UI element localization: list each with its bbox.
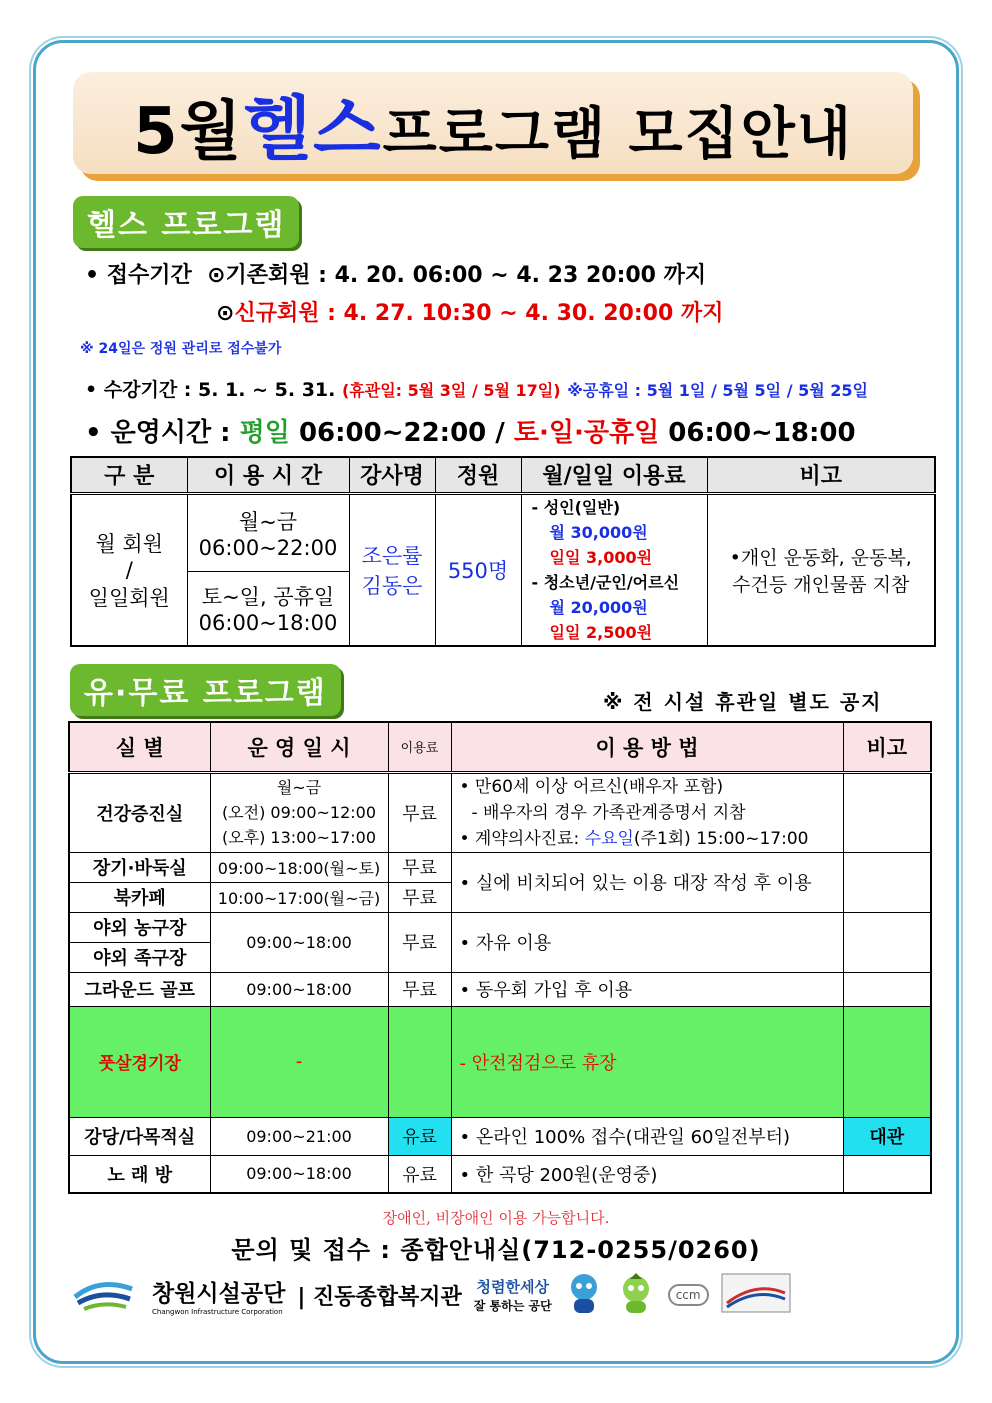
table-header-row: 실 별 운 영 일 시 이용료 이 용 방 법 비고 [69,722,931,772]
table-row: 그라운드 골프 09:00~18:00 무료 • 동우회 가입 후 이용 [69,972,931,1006]
weekend-time: 토~일, 공휴일 06:00~18:00 [187,571,349,645]
registration-line-existing: • 접수기간 ⊙기존회원 : 4. 20. 06:00 ~ 4. 23 20:00 까지 [85,263,707,288]
slogan-logo: 청렴한세상 잘 통하는 공단 [473,1278,552,1313]
fee-cell: - 성인(일반) 월 30,000원 일일 3,000원 - 청소년/군인/어르신 월 20,000원 일일 2,500원 [521,493,707,646]
free-section-label: 유·무료 프로그램 [70,664,341,716]
table-row: 북카페 10:00~17:00(월~금) 무료 [69,882,931,912]
remark-cell: •개인 운동화, 운동복, 수건등 개인물품 지참 [707,493,935,646]
table-row: 강당/다목적실 09:00~21:00 유료 • 온라인 100% 접수(대관일 60일전부터) 대관 [69,1117,931,1155]
contact-line: 문의 및 접수 : 종합안내실(712-0255/0260) [231,1236,761,1264]
footer-logos [70,1270,940,1320]
table-row: 건강증진실 월~금 (오전) 09:00~12:00 (오후) 13:00~17:00 무료 • 만60세 이상 어르신(배우자 포함) - 배우자의 경우 가족관계증명서 지참 • 계약의사진료: 수요일(주1회) 15:00~17:00 [69,772,931,852]
instructors: 조은률 김동은 [349,493,435,646]
title-banner [73,72,913,174]
table-row: 야외 농구장 09:00~18:00 무료 • 자유 이용 [69,912,931,942]
table-row: 노 래 방 09:00~18:00 유료 • 한 곡당 200원(운영중) [69,1155,931,1193]
health-program-table [70,456,936,647]
org-name: 창원시설공단 Changwon Infrastructure Corporation [152,1280,286,1316]
health-section-label: 헬스 프로그램 [73,196,299,248]
title-highlight: 헬스 [243,87,383,170]
org-logo-icon [70,1275,140,1315]
closure-notice: ※ 전 시설 휴관일 별도 공지 [603,690,883,714]
period-line: • 수강기간 : 5. 1. ~ 5. 31. (휴관일: 5월 3일 / 5월 17일) ※공휴일 : 5월 1일 / 5월 5일 / 5월 25일 [85,379,868,401]
title-rest: 프로그램 모집안내 [382,101,853,167]
capacity: 550명 [435,493,521,646]
member-category: 월 회원 / 일일회원 [71,493,187,646]
facility-table [68,721,932,1194]
table-row [71,493,935,571]
accessibility-note: 장애인, 비장애인 이용 가능합니다. [382,1209,610,1227]
page-title [133,73,853,174]
operating-hours-line: • 운영시간 : 평일 06:00~22:00 / 토·일·공휴일 06:00~18:00 [85,418,856,448]
weekday-time: 월~금 06:00~22:00 [187,493,349,571]
mascot-icon [616,1271,656,1319]
mascot-icon [564,1271,604,1319]
table-row: 풋살경기장 - - 안전점검으로 휴장 [69,1006,931,1117]
table-row: 장기·바둑실 09:00~18:00(월~토) 무료 • 실에 비치되어 있는 이용 대장 작성 후 이용 [69,852,931,882]
registration-note: ※ 24일은 정원 관리로 접수불가 [80,341,282,357]
table-header-row: 구 분 이 용 시 간 강사명 정원 월/일일 이용료 비고 [71,457,935,493]
certification-icon [721,1273,791,1317]
table-row: 야외 족구장 [69,942,931,972]
center-name: | 진동종합복지관 [297,1284,462,1310]
registration-line-new: ⊙신규회원 : 4. 27. 10:30 ~ 4. 30. 20:00 까지 [216,301,724,326]
title-month: 5월 [133,94,244,169]
ccm-badge: ccm [668,1284,709,1306]
